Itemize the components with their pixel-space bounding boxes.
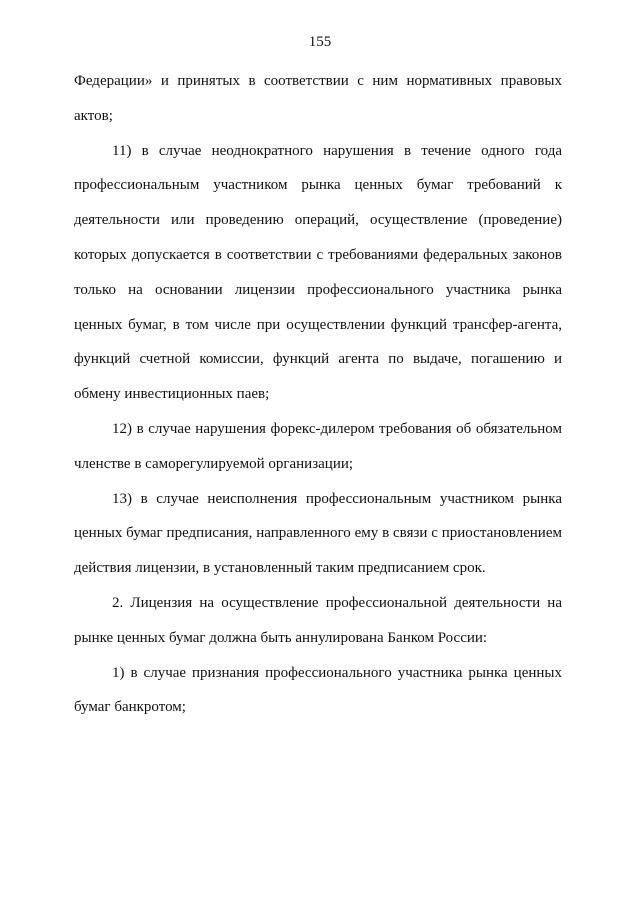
page-number: 155 xyxy=(308,34,332,50)
paragraph-continuation: Федерации» и принятых в соответствии с ним нормативных правовых актов; xyxy=(74,73,562,124)
document-body xyxy=(74,64,562,725)
paragraph-item-13: 13) в случае неисполнения профессиональным участником рынка ценных бумаг предписания, направленного ему в связи с приостановлением действия лицензии, в установленный таким предписанием срок. xyxy=(74,490,562,577)
paragraph-item-12: 12) в случае нарушения форекс-дилером требования об обязательном членстве в саморегулируемой организации; xyxy=(74,420,562,472)
paragraph-item-11: 11) в случае неоднократного нарушения в течение одного года профессиональным участником рынка ценных бумаг требований к деятельности или проведению операций, осуществление (проведение) которых допускается в соответствии с требованиями федеральных законов только на основании лицензии профессионального участника рынка ценных бумаг, в том числе при осуществлении функций трансфер-агента, функций счетной комиссии, функций агента по выдаче, погашению и обмену инвестиционных паев; xyxy=(74,142,562,403)
paragraph-section-2: 2. Лицензия на осуществление профессиональной деятельности на рынке ценных бумаг должна быть аннулирована Банком России: xyxy=(74,594,562,646)
paragraph-item-1: 1) в случае признания профессионального участника рынка ценных бумаг банкротом; xyxy=(74,664,562,716)
